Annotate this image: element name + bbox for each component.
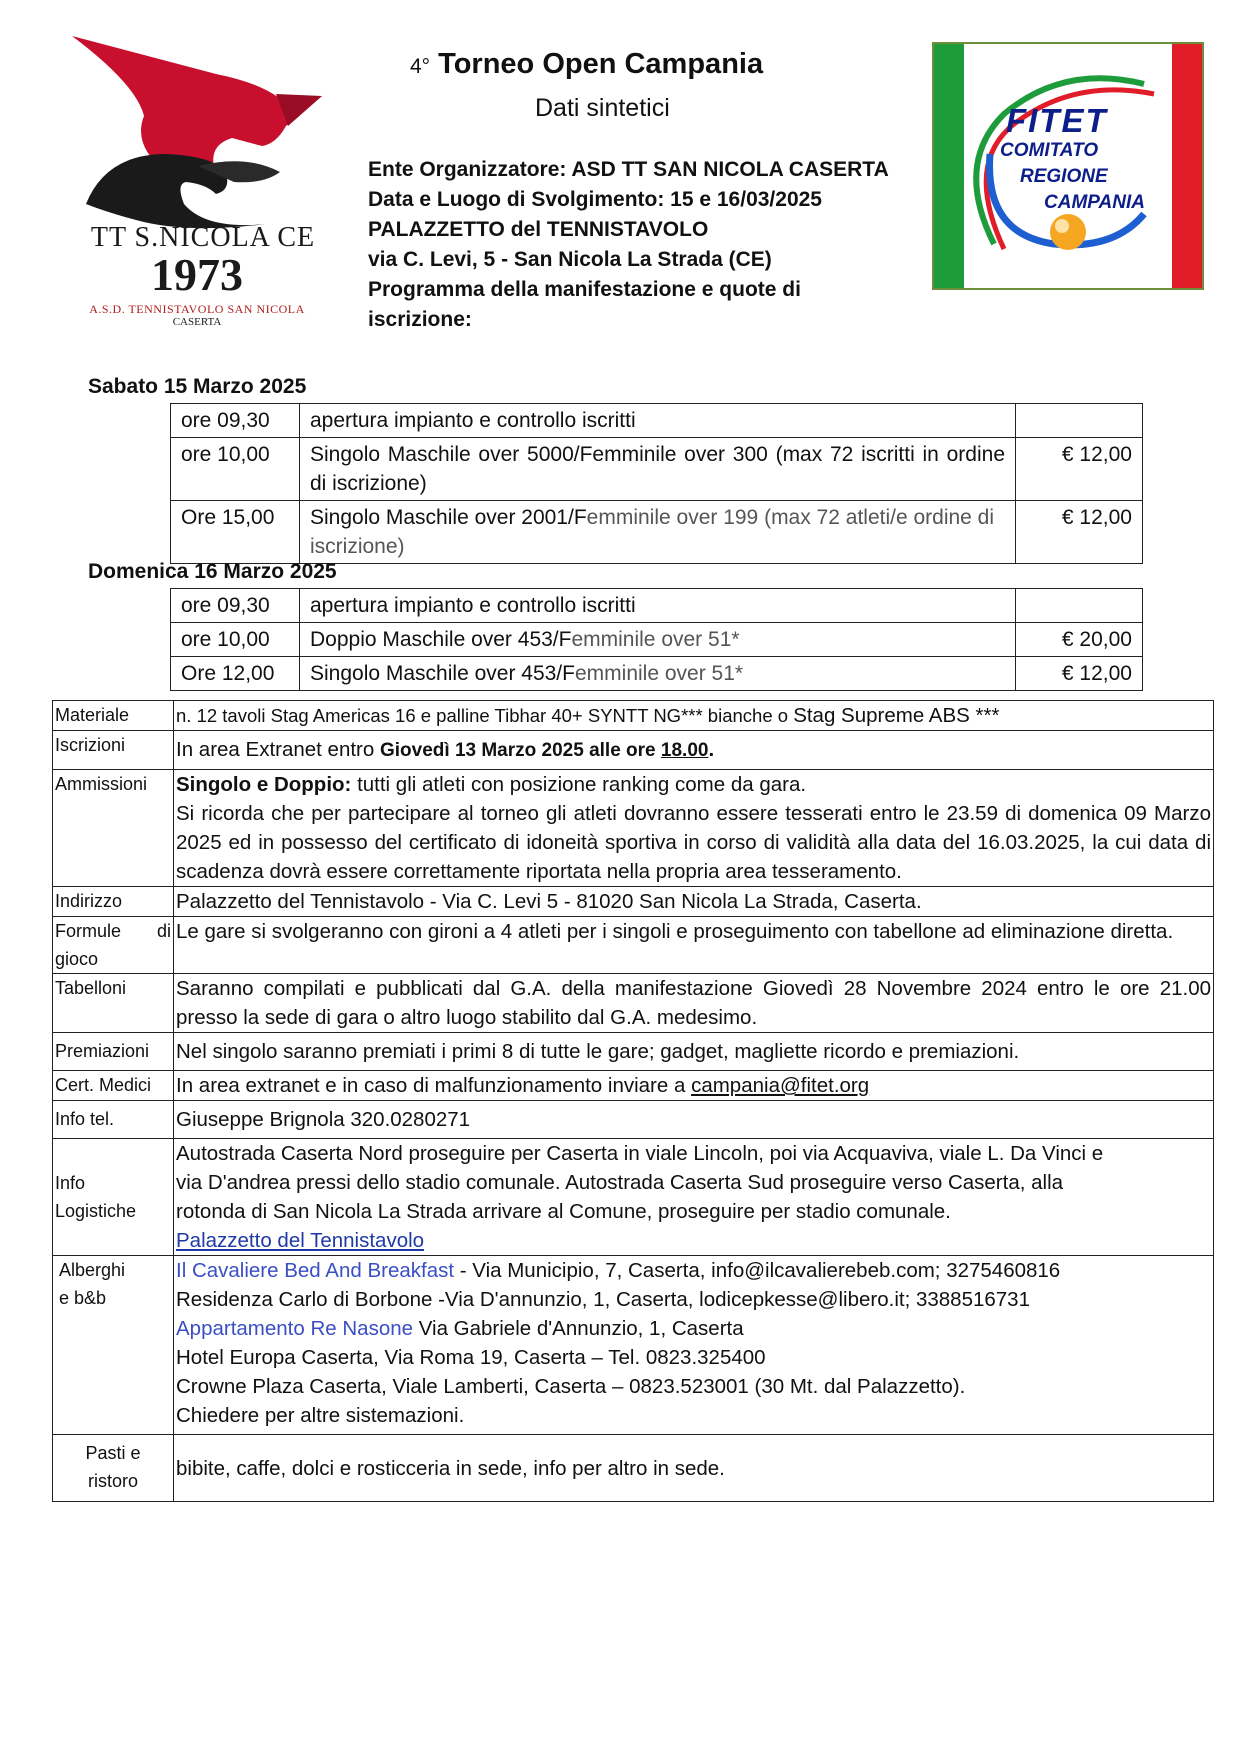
hotel-entry: Crowne Plaza Caserta, Viale Lamberti, Caserta – 0823.523001 (30 Mt. dal Palazzetto).: [176, 1375, 966, 1398]
iscrizioni-time: 18.00: [660, 740, 709, 761]
materiale-text: n. 12 tavoli Stag Americas 16 e palline Tibhar 40+ SYNTT NG*** bianche o: [176, 705, 789, 726]
info-value: Giuseppe Brignola 320.0280271: [174, 1101, 1214, 1139]
info-value: [174, 731, 1214, 770]
ammissioni-text: Si ricorda che per partecipare al torneo gli atleti dovranno essere tesserati entro le 23.59 di domenica 09 Marzo 2025 ed in possesso del certificato di idoneità sportiva in corso di validità alla data del 16.03.2025, la cui data di scadenza dovrà essere correttamente riportata nella propria area tesseramento.: [176, 802, 1211, 883]
day-label-sunday: Domenica 16 Marzo 2025: [88, 560, 337, 583]
title-text: Torneo Open Campania: [438, 48, 764, 80]
info-value: Palazzetto del Tennistavolo - Via C. Levi 5 - 81020 San Nicola La Strada, Caserta.: [174, 887, 1214, 917]
info-label: Premiazioni: [53, 1033, 174, 1071]
info-table: [52, 700, 1214, 1502]
title-ordinal: 4°: [410, 55, 431, 78]
info-label: Cert. Medici: [53, 1071, 174, 1101]
info-row-alberghi: [53, 1256, 1214, 1435]
info-label: [53, 917, 174, 974]
info-row-iscrizioni: [53, 731, 1214, 770]
schedule-row: [171, 623, 1143, 657]
hotel-details: - Via Municipio, 7, Caserta, info@ilcavalierebeb.com; 3275460816: [454, 1259, 1061, 1282]
club-year: 1973: [151, 249, 243, 300]
info-label: Info tel.: [53, 1101, 174, 1139]
fitet-logo: [932, 42, 1204, 290]
fitet-line1: FITET: [1006, 102, 1108, 139]
fitet-line2: COMITATO: [1000, 140, 1099, 161]
schedule-time: ore 10,00: [171, 438, 300, 501]
schedule-table-sunday: [170, 588, 1143, 691]
schedule-price: € 20,00: [1016, 623, 1143, 657]
schedule-desc: apertura impianto e controllo iscritti: [300, 404, 1016, 438]
schedule-desc: apertura impianto e controllo iscritti: [300, 589, 1016, 623]
logistiche-line: rotonda di San Nicola La Strada arrivare al Comune, proseguire per stadio comunale.: [176, 1200, 951, 1223]
schedule-desc: [300, 623, 1016, 657]
page-subtitle: Dati sintetici: [535, 94, 670, 122]
club-association: A.S.D. TENNISTAVOLO SAN NICOLA: [89, 302, 305, 316]
schedule-desc-part: Doppio Maschile over 453/F: [310, 628, 572, 651]
info-label-part: ristoro: [87, 1471, 138, 1491]
program-heading: Programma della manifestazione e quote di iscrizione:: [368, 278, 801, 331]
schedule-price: € 12,00: [1016, 438, 1143, 501]
fitet-line4: CAMPANIA: [1044, 192, 1145, 213]
schedule-time: Ore 15,00: [171, 501, 300, 564]
info-value: Le gare si svolgeranno con gironi a 4 atleti per i singoli e proseguimento con tabellone ad eliminazione diretta.: [174, 917, 1214, 974]
club-city: CASERTA: [172, 316, 222, 328]
info-value: [174, 701, 1214, 731]
info-value: Saranno compilati e pubblicati dal G.A. della manifestazione Giovedì 28 Novembre 2024 entro le ore 21.00 presso la sede di gara o altro luogo stabilito dal G.A. medesimo.: [174, 974, 1214, 1033]
info-row-cert: [53, 1071, 1214, 1101]
info-row-ammissioni: [53, 770, 1214, 887]
logistiche-line: via D'andrea pressi dello stadio comunale. Autostrada Caserta Sud proseguire verso Caserta, alla: [176, 1171, 1064, 1194]
info-label: Iscrizioni: [53, 731, 174, 770]
info-value: [174, 1139, 1214, 1256]
info-row-tabelloni: [53, 974, 1214, 1033]
schedule-row: [171, 404, 1143, 438]
schedule-row: [171, 438, 1143, 501]
cert-email-link[interactable]: campania@fitet.org: [691, 1074, 870, 1097]
woodpecker-head-icon: [66, 34, 328, 234]
schedule-desc: [300, 657, 1016, 691]
club-logo: [66, 34, 328, 330]
hotel-entry: Chiedere per altre sistemazioni.: [176, 1404, 465, 1427]
info-value: Nel singolo saranno premiati i primi 8 di tutte le gare; gadget, magliette ricordo e premiazioni.: [174, 1033, 1214, 1071]
schedule-row: [171, 657, 1143, 691]
info-row-premiazioni: [53, 1033, 1214, 1071]
schedule-desc-part: emminile over 51*: [571, 628, 740, 651]
info-label: Tabelloni: [53, 974, 174, 1033]
info-label: [53, 1256, 174, 1435]
schedule-desc-part: emminile over 199 (max 72 atleti/e ordine di iscrizione): [310, 506, 995, 558]
info-row-pasti: [53, 1435, 1214, 1502]
schedule-time: ore 10,00: [171, 623, 300, 657]
schedule-desc-part: emminile over 51*: [574, 662, 744, 685]
info-label: [53, 1139, 174, 1256]
info-row-logistiche: [53, 1139, 1214, 1256]
info-label-part: gioco: [55, 949, 99, 969]
info-label-part: di: [156, 921, 171, 941]
cert-text: In area extranet e in caso di malfunzionamento inviare a: [176, 1074, 692, 1097]
info-row-formule: [53, 917, 1214, 974]
info-value: [174, 1256, 1214, 1435]
schedule-time: Ore 12,00: [171, 657, 300, 691]
info-label: Ammissioni: [53, 770, 174, 887]
info-label-part: Pasti e: [85, 1443, 141, 1463]
ammissioni-bold: Singolo e Doppio:: [176, 773, 352, 796]
schedule-row: [171, 501, 1143, 564]
materiale-text-b: Stag Supreme ABS ***: [793, 704, 1000, 727]
info-label-part: Alberghi: [59, 1260, 126, 1280]
hotel-entry: Hotel Europa Caserta, Via Roma 19, Caserta – Tel. 0823.325400: [176, 1346, 766, 1369]
address: via C. Levi, 5 - San Nicola La Strada (CE): [368, 248, 772, 271]
iscrizioni-pre: In area Extranet entro: [176, 738, 380, 761]
palazzetto-link[interactable]: Palazzetto del Tennistavolo: [176, 1229, 425, 1252]
info-row-materiale: [53, 701, 1214, 731]
ammissioni-line1: tutti gli atleti con posizione ranking come da gara.: [351, 773, 807, 796]
schedule-time: ore 09,30: [171, 589, 300, 623]
schedule-price: [1016, 589, 1143, 623]
info-label: Materiale: [53, 701, 174, 731]
hotel-link[interactable]: Appartamento Re Nasone: [176, 1317, 414, 1340]
info-value: bibite, caffe, dolci e rosticceria in sede, info per altro in sede.: [174, 1435, 1214, 1502]
schedule-price: € 12,00: [1016, 657, 1143, 691]
organizer: Ente Organizzatore: ASD TT SAN NICOLA CASERTA: [368, 158, 889, 181]
day-label-saturday: Sabato 15 Marzo 2025: [88, 375, 307, 398]
schedule-table-saturday: [170, 403, 1143, 564]
schedule-desc: [300, 501, 1016, 564]
iscrizioni-date: Giovedì 13 Marzo 2025 alle ore: [379, 740, 661, 761]
schedule-price: [1016, 404, 1143, 438]
hotel-entry: Residenza Carlo di Borbone -Via D'annunzio, 1, Caserta, lodicepkesse@libero.it; 3388516731: [176, 1288, 1030, 1311]
hotel-link[interactable]: Il Cavaliere Bed And Breakfast: [176, 1259, 455, 1282]
info-row-infotel: [53, 1101, 1214, 1139]
schedule-desc-part: Singolo Maschile over 453/F: [310, 662, 575, 685]
info-label-part: e b&b: [59, 1288, 107, 1308]
info-label: [53, 1435, 174, 1502]
venue: PALAZZETTO del TENNISTAVOLO: [368, 218, 709, 241]
info-label-part: Logistiche: [55, 1201, 137, 1221]
schedule-desc-part: Singolo Maschile over 2001/F: [310, 506, 587, 529]
club-name: TT S.NICOLA CE: [90, 222, 316, 253]
date-place: Data e Luogo di Svolgimento: 15 e 16/03/2025: [368, 188, 822, 211]
info-value: [174, 770, 1214, 887]
info-label: Indirizzo: [53, 887, 174, 917]
page-title: [410, 48, 763, 81]
info-label-part: Formule: [55, 921, 122, 941]
schedule-desc: Singolo Maschile over 5000/Femminile over 300 (max 72 iscritti in ordine di iscrizione): [300, 438, 1016, 501]
fitet-line3: REGIONE: [1020, 166, 1108, 187]
schedule-price: € 12,00: [1016, 501, 1143, 564]
schedule-row: [171, 589, 1143, 623]
info-value: [174, 1071, 1214, 1101]
hotel-details: Via Gabriele d'Annunzio, 1, Caserta: [413, 1317, 744, 1340]
iscrizioni-post: .: [708, 738, 715, 761]
logistiche-line: Autostrada Caserta Nord proseguire per Caserta in viale Lincoln, poi via Acquaviva, viale L. Da Vinci e: [176, 1142, 1104, 1165]
info-label-part: Info: [55, 1173, 86, 1193]
schedule-time: ore 09,30: [171, 404, 300, 438]
event-info: [368, 155, 928, 335]
info-row-indirizzo: [53, 887, 1214, 917]
